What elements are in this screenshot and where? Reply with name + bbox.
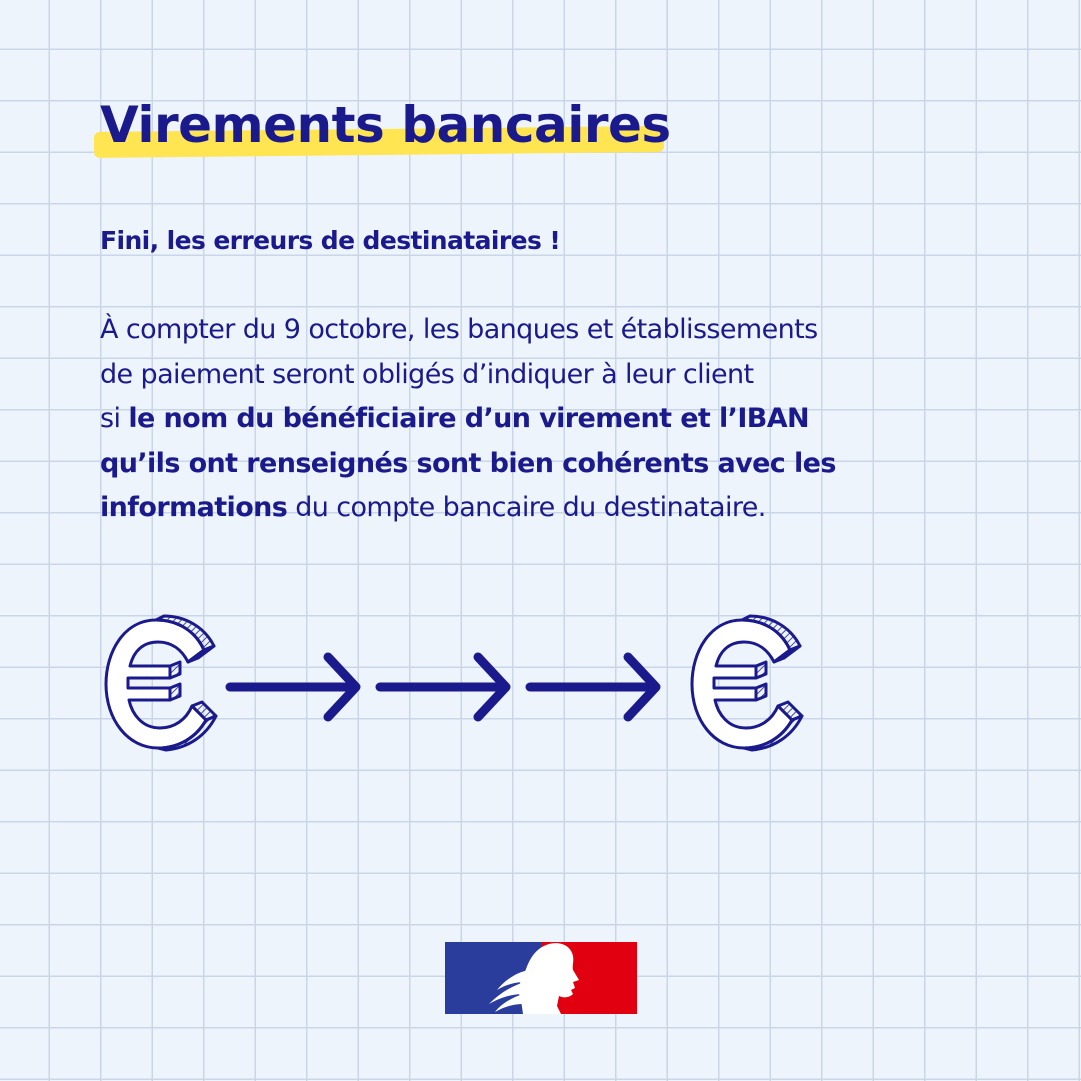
body-line-5 xyxy=(100,486,1030,531)
arrow-right-icon xyxy=(530,657,656,717)
body-line-4 xyxy=(100,442,1030,487)
body-line-1: À compter du 9 octobre, les banques et établissements xyxy=(100,314,818,345)
page-title: Virements bancaires xyxy=(100,96,671,154)
subtitle: Fini, les erreurs de destinataires ! xyxy=(100,226,561,255)
body-line-4-bold: qu’ils ont renseignés sont bien cohérents avec les xyxy=(100,447,836,479)
body-line-5-rest: du compte bancaire du destinataire. xyxy=(287,492,766,523)
body-line-5-bold: informations xyxy=(100,492,288,523)
body-line-3-prefix: si xyxy=(100,403,129,434)
euro-icon xyxy=(106,616,216,750)
arrow-right-icon xyxy=(380,657,506,717)
body-line-2: de paiement seront obligés d’indiquer à leur client xyxy=(100,358,754,390)
body-line-3 xyxy=(100,397,1030,442)
body-line-3-bold: le nom du bénéficiaire d’un virement et l’IBAN xyxy=(128,403,810,434)
title-block xyxy=(100,96,671,154)
euro-icon xyxy=(692,616,802,750)
arrow-right-icon xyxy=(230,657,356,717)
body-paragraph xyxy=(100,308,1030,531)
transfer-illustration xyxy=(96,612,816,762)
marianne-logo xyxy=(445,942,637,1014)
